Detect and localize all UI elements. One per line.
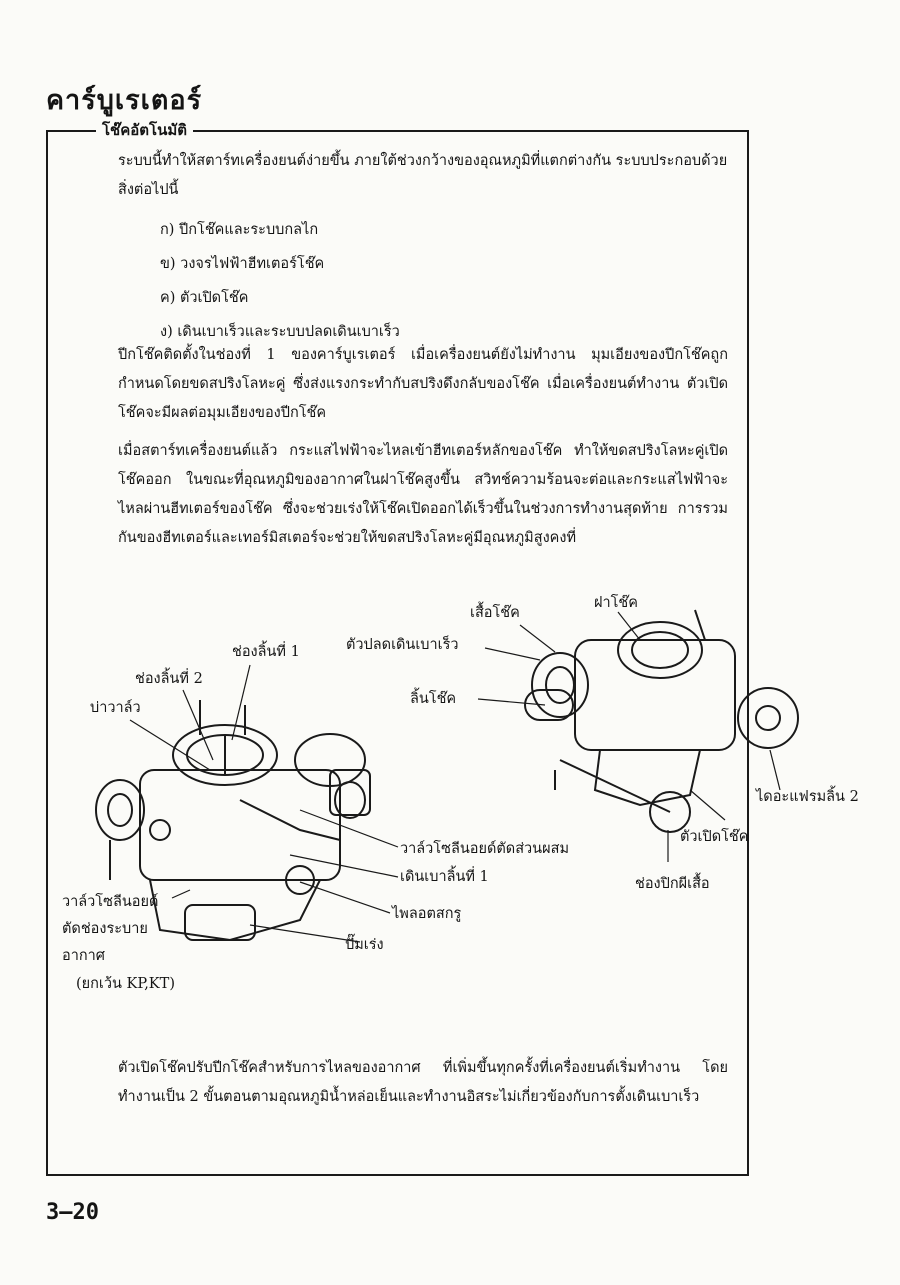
label-fast-idle-release: ตัวปลดเดินเบาเร็ว [346,637,459,653]
label-port-2: ช่องลิ้นที่ 2 [135,671,203,687]
page-number: 3–20 [46,1200,99,1225]
label-idle-port-1: เดินเบาลิ้นที่ 1 [400,869,489,885]
label-diaphragm-2: ไดอะแฟรมลิ้น 2 [756,789,859,805]
list-item: ก) ปีกโช๊คและระบบกลไก [160,222,319,238]
label-vent-valve-line1: วาล์วโซลีนอยด์ [62,894,159,910]
paragraph-choke-opener: ตัวเปิดโช๊คปรับปีกโช๊คสำหรับการไหลของอากาศ ที่เพิ่มขึ้นทุกครั้งที่เครื่องยนต์เริ่มทำงาน โดยทำงานเป็น 2 ขั้นตอนตามอุณหภูมิน้ำหล่อเย็นและทำงานอิสระไม่เกี่ยวข้องกับการตั้งเดินเบาเร็ว [118,1060,728,1105]
label-vent-valve-line2: ตัดช่องระบาย [62,921,148,937]
label-choke-housing: เสื้อโช๊ค [470,605,520,621]
label-choke-valve: ลิ้นโช๊ค [410,691,457,707]
label-vent-valve-note: (ยกเว้น KP,KT) [76,976,175,992]
intro-paragraph: ระบบนี้ทำให้สตาร์ทเครื่องยนต์ง่ายขึ้น ภายใต้ช่วงกว้างของอุณหภูมิที่แตกต่างกัน ระบบประกอบด้วยสิ่งต่อไปนี้ [118,153,728,198]
section-title: โช๊คอัตโนมัติ [96,118,193,142]
list-item: ง) เดินเบาเร็วและระบบปลดเดินเบาเร็ว [160,324,400,340]
label-pilot-jet: ไพลอตสกรู [392,906,462,922]
label-accelerator-pump: ปั๊มเร่ง [345,937,384,953]
label-choke-opener: ตัวเปิดโช๊ค [680,829,749,845]
label-vent-valve-line3: อากาศ [62,948,105,964]
label-choke-cover: ฝาโช๊ค [594,595,638,611]
list-item: ข) วงจรไฟฟ้าฮีทเตอร์โช๊ค [160,256,325,272]
label-port-1: ช่องลิ้นที่ 1 [232,644,300,660]
paragraph-heater: เมื่อสตาร์ทเครื่องยนต์แล้ว กระแสไฟฟ้าจะไหลเข้าฮีทเตอร์หลักของโช๊ค ทำให้ขดสปริงโลหะคู่เปิดโช๊คออก ในขณะที่อุณหภูมิของอากาศในฝาโช๊คสูงขึ้น สวิทช์ความร้อนจะต่อและกระแสไฟฟ้าจะไหลผ่านฮีทเตอร์ของโช๊ค ซึ่งจะช่วยเร่งให้โช๊คเปิดออกได้เร็วขึ้นในช่วงการทำงานสุดท้าย การรวมกันของฮีทเตอร์และเทอร์มิสเตอร์จะช่วยให้ขดสปริงโลหะคู่มีอุณหภูมิสูงคงที่ [118,443,728,546]
list-item: ค) ตัวเปิดโช๊ค [160,290,249,306]
label-mixture-cutoff-valve: วาล์วโซลีนอยด์ตัดส่วนผสม [400,841,570,857]
chapter-title: คาร์บูเรเตอร์ [46,85,203,116]
label-cover-vent: ช่องปิกผีเสื้อ [635,876,710,892]
label-valve-seat: บ่าวาล์ว [90,700,141,716]
paragraph-choke-valve: ปีกโช๊คติดตั้งในช่องที่ 1 ของคาร์บูเรเตอร์ เมื่อเครื่องยนต์ยังไม่ทำงาน มุมเอียงของปีกโช๊คถูกกำหนดโดยขดสปริงโลหะคู่ ซึ่งส่งแรงกระทำกับสปริงดึงกลับของโช๊ค เมื่อเครื่องยนต์ทำงาน ตัวเปิดโช๊คจะมีผลต่อมุมเอียงของปีกโช๊ค [118,347,728,421]
